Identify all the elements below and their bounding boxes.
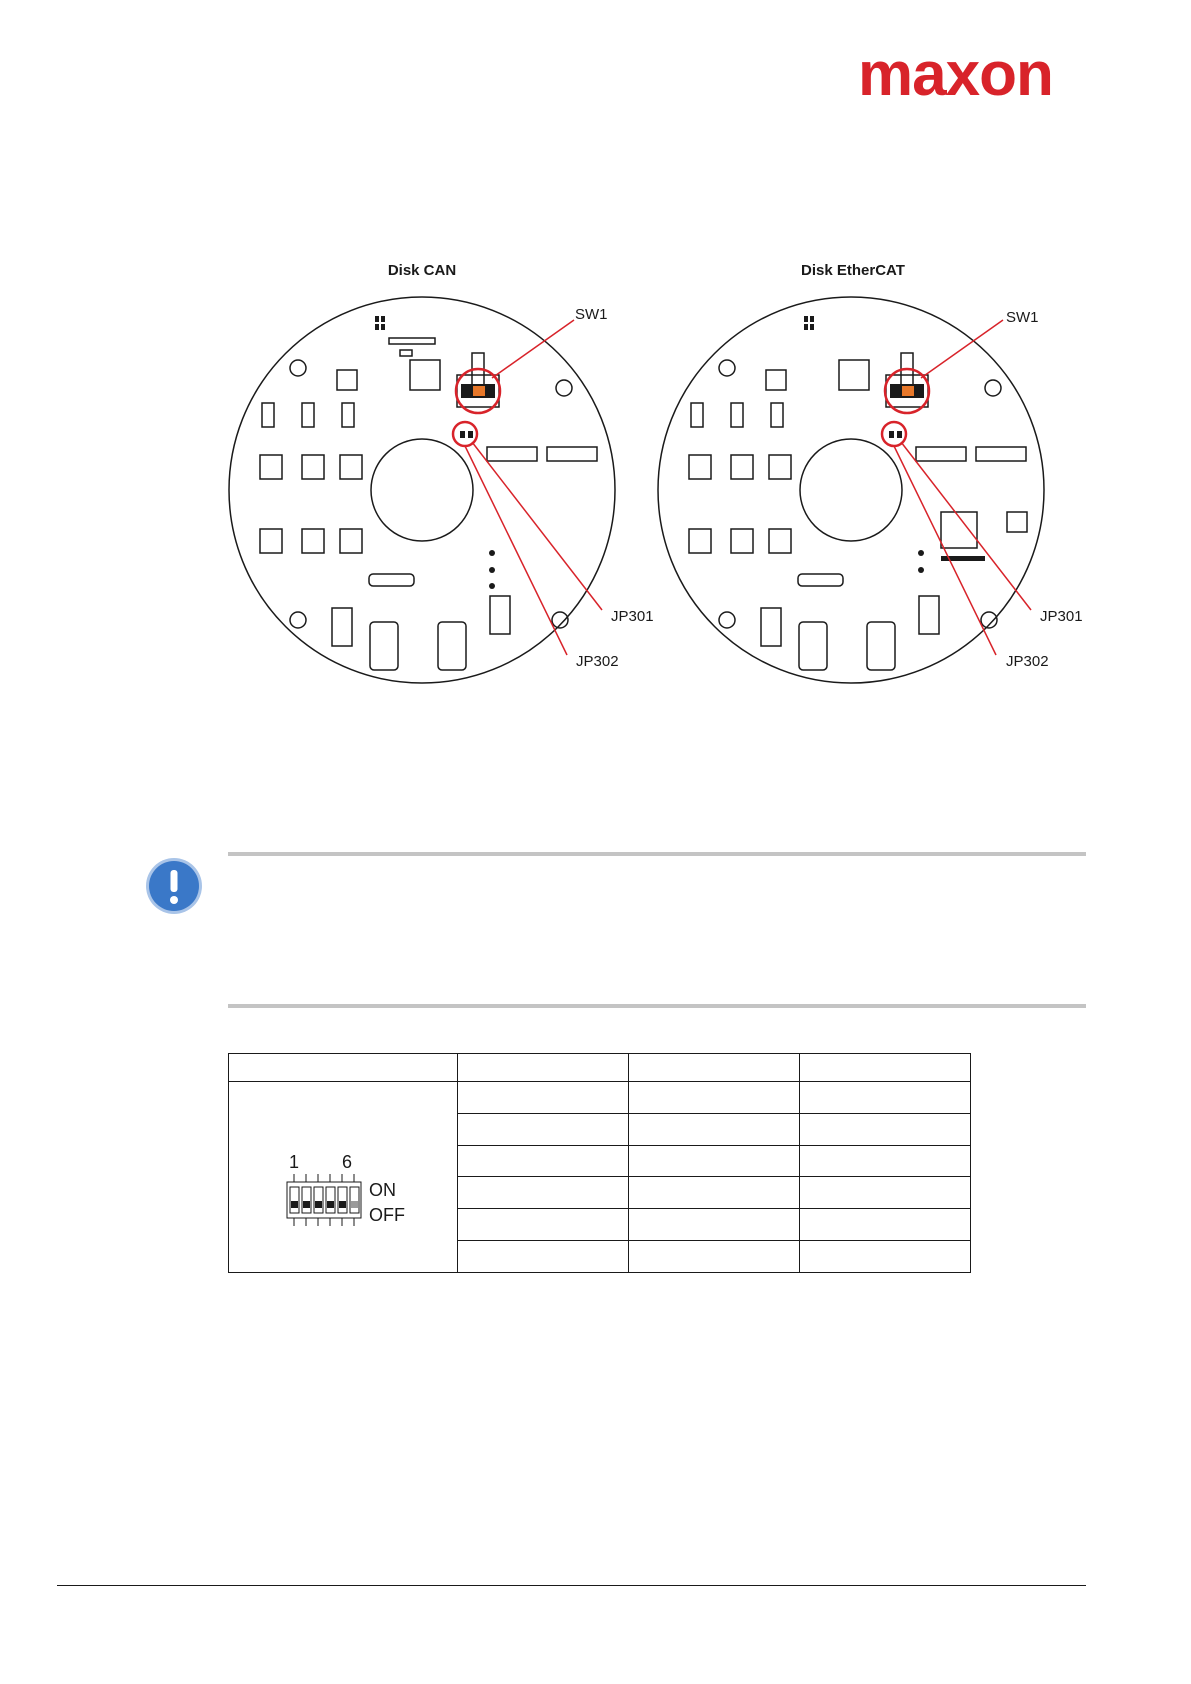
dip-off-label: OFF	[369, 1205, 405, 1225]
callout-sw1-ethercat: SW1	[1006, 309, 1039, 326]
figure-title-disk-ethercat: Disk EtherCAT	[801, 262, 905, 279]
note-bottom-rule	[228, 1004, 1086, 1008]
table-cell	[629, 1209, 800, 1241]
table-cell	[458, 1241, 629, 1273]
table-cell	[458, 1209, 629, 1241]
dip-on-label: ON	[369, 1180, 396, 1200]
table-cell	[629, 1241, 800, 1273]
footer-rule	[57, 1585, 1086, 1586]
callout-jp301-can: JP301	[611, 608, 654, 625]
note-top-rule	[228, 852, 1086, 856]
dip-label-6: 6	[342, 1152, 353, 1172]
table-cell	[629, 1145, 800, 1177]
table-cell	[800, 1113, 971, 1145]
callout-jp302-can: JP302	[576, 653, 619, 670]
disk-can-board-drawing	[222, 290, 622, 690]
maxon-logo: maxon	[858, 40, 1053, 109]
table-row	[229, 1082, 971, 1114]
table-header-cell	[229, 1054, 458, 1082]
table-cell	[800, 1209, 971, 1241]
dip-switch-cell	[229, 1082, 458, 1273]
table-header-cell	[458, 1054, 629, 1082]
table-cell	[800, 1177, 971, 1209]
table-cell	[629, 1082, 800, 1114]
dip-switch-icon	[285, 1172, 365, 1228]
dip-label-1: 1	[289, 1152, 300, 1172]
dip-switch-table	[228, 1053, 971, 1273]
disk-ethercat-board-drawing	[651, 290, 1051, 690]
table-cell	[458, 1145, 629, 1177]
table-cell	[800, 1145, 971, 1177]
table-cell	[800, 1241, 971, 1273]
callout-jp301-ethercat: JP301	[1040, 608, 1083, 625]
table-header-row	[229, 1054, 971, 1082]
table-cell	[800, 1082, 971, 1114]
info-exclamation-icon	[145, 857, 203, 915]
callout-jp302-ethercat: JP302	[1006, 653, 1049, 670]
table-cell	[458, 1177, 629, 1209]
table-header-cell	[800, 1054, 971, 1082]
figure-title-disk-can: Disk CAN	[387, 262, 457, 279]
table-cell	[629, 1177, 800, 1209]
callout-sw1-can: SW1	[575, 306, 608, 323]
table-cell	[629, 1113, 800, 1145]
table-cell	[458, 1113, 629, 1145]
table-cell	[458, 1082, 629, 1114]
table-header-cell	[629, 1054, 800, 1082]
